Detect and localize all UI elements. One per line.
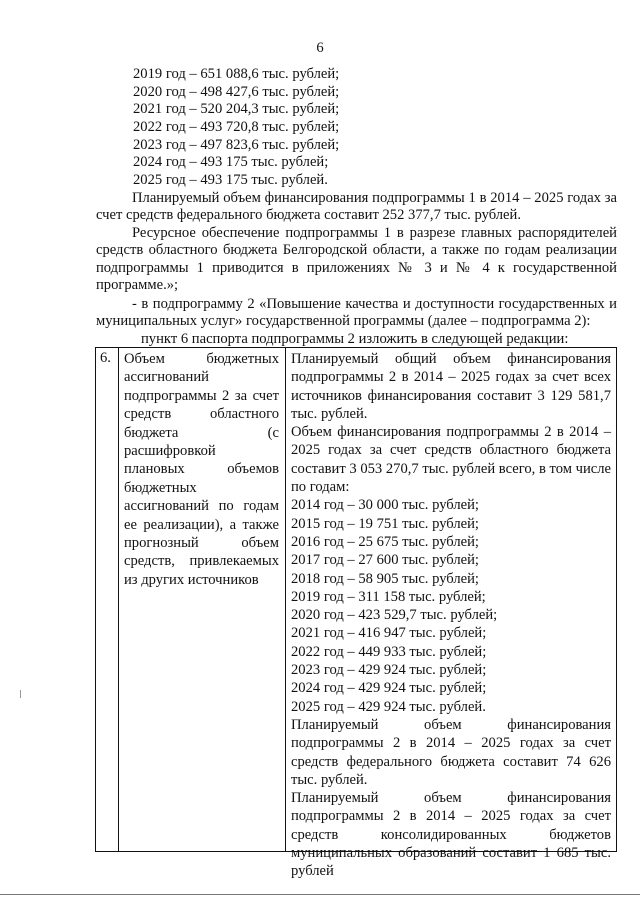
subprogram2-paragraph: - в подпрограмму 2 «Повышение качества и доступности государственных и муниципальных услуг» государственной программы (далее – подпрограмма 2): — [96, 296, 617, 330]
table-year-line: 2018 год – 58 905 тыс. рублей; — [291, 570, 479, 587]
column-divider — [118, 348, 119, 851]
year-funding-list — [133, 66, 339, 190]
page-number: 6 — [316, 40, 324, 56]
resource-paragraph: Ресурсное обеспечение подпрограммы 1 в разрезе главных распорядителей средств областного бюджета Белгородской области, а также по годам реализации подпрограммы 1 приводится в приложениях № 3 и № 4 к государственной программе.»; — [96, 225, 617, 294]
table-year-line: 2022 год – 449 933 тыс. рублей; — [291, 643, 487, 660]
year-line: 2023 год – 497 823,6 тыс. рублей; — [133, 136, 340, 153]
table-year-line: 2015 год – 19 751 тыс. рублей; — [291, 515, 479, 532]
passport-table — [95, 347, 617, 880]
table-year-line: 2025 год – 429 924 тыс. рублей. — [291, 698, 486, 715]
right-cell — [291, 350, 611, 881]
total-funding-text: Планируемый общий объем финансирования подпрограммы 2 в 2014 – 2025 годах за счет всех источников финансирования составит 3 129 581,7 тыс. рублей. — [291, 351, 611, 422]
table-year-line: 2024 год – 429 924 тыс. рублей; — [291, 680, 487, 697]
row-number: 6. — [100, 350, 111, 366]
table-year-line: 2016 год – 25 675 тыс. рублей; — [291, 533, 479, 550]
table-year-line: 2021 год – 416 947 тыс. рублей; — [291, 625, 487, 642]
table-year-line: 2017 год – 27 600 тыс. рублей; — [291, 552, 479, 569]
federal-funding-paragraph: Планируемый объем финансирования подпрограммы 1 в 2014 – 2025 годах за счет средств федерального бюджета составит 252 377,7 тыс. рублей. — [96, 190, 617, 224]
item6-paragraph: пункт 6 паспорта подпрограммы 2 изложить в следующей редакции: — [141, 331, 569, 347]
table-year-line: 2020 год – 423 529,7 тыс. рублей; — [291, 607, 498, 624]
column-divider — [285, 348, 286, 851]
left-cell-text: Объем бюджетных ассигнований подпрограммы 2 за счет средств областного бюджета (с расшифровкой плановых объемов бюджетных ассигнований по годам ее реализации), а также прогнозный объем средств, привлекаемых из других источников — [124, 351, 279, 588]
year-line: 2019 год – 651 088,6 тыс. рублей; — [133, 66, 340, 82]
year-line: 2024 год – 493 175 тыс. рублей; — [133, 154, 329, 171]
federal-funding-text: Планируемый объем финансирования подпрограммы 2 в 2014 – 2025 годах за счет средств федерального бюджета составит 74 626 тыс. рублей. — [291, 716, 611, 788]
table-year-line: 2023 год – 429 924 тыс. рублей; — [291, 662, 487, 679]
year-line: 2022 год – 493 720,8 тыс. рублей; — [133, 119, 340, 136]
municipal-funding-text: Планируемый объем финансирования подпрограммы 2 в 2014 – 2025 годах за счет средств консолидированных бюджетов муниципальных образований составит 1 685 тыс. рублей — [291, 790, 611, 880]
table-year-line: 2014 год – 30 000 тыс. рублей; — [291, 497, 479, 514]
table-year-line: 2019 год – 311 158 тыс. рублей; — [291, 588, 486, 605]
year-line: 2021 год – 520 204,3 тыс. рублей; — [133, 101, 340, 118]
page-bottom-edge — [0, 894, 640, 895]
regional-funding-text: Объем финансирования подпрограммы 2 в 2014 – 2025 годах за счет средств областного бюджета составит 3 053 270,7 тыс. рублей всего, в том числе по годам: — [291, 424, 611, 496]
year-line: 2025 год – 493 175 тыс. рублей. — [133, 172, 328, 189]
year-line: 2020 год – 498 427,6 тыс. рублей; — [133, 83, 340, 100]
margin-mark — [20, 690, 21, 698]
